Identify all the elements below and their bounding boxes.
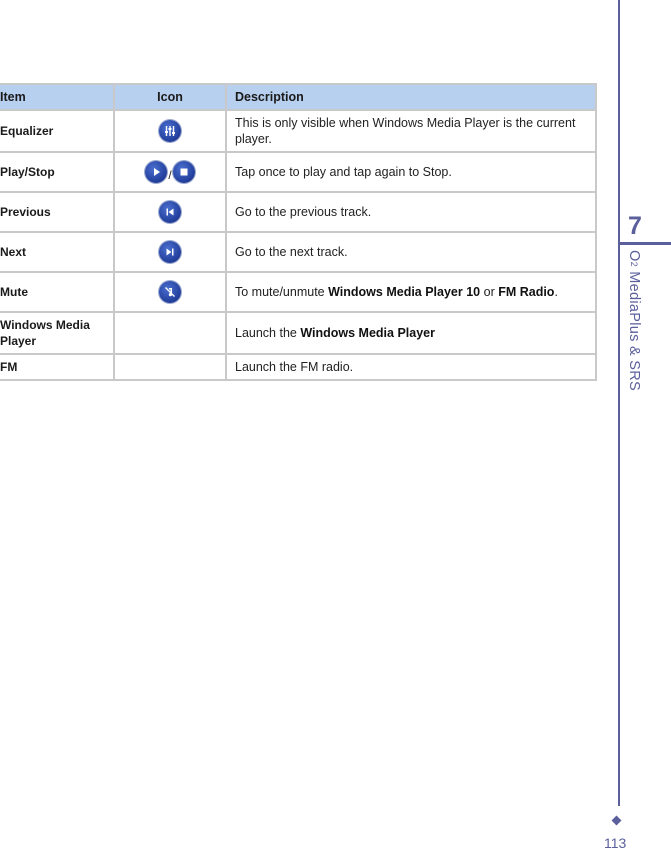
icon-separator: / xyxy=(168,168,172,183)
desc-play-stop: Tap once to play and tap again to Stop. xyxy=(226,152,596,192)
chapter-side-rule xyxy=(618,0,620,806)
chapter-number: 7 xyxy=(628,212,642,240)
mute-icon xyxy=(159,281,181,303)
desc-previous: Go to the previous track. xyxy=(226,192,596,232)
desc-fm: Launch the FM radio. xyxy=(226,354,596,380)
equalizer-icon xyxy=(159,120,181,142)
desc-mute: To mute/unmute Windows Media Player 10 or FM Radio. xyxy=(226,272,596,312)
item-equalizer: Equalizer xyxy=(0,110,114,152)
table-row xyxy=(0,354,596,380)
table-header-row xyxy=(0,84,596,110)
previous-track-icon xyxy=(159,201,181,223)
next-track-icon xyxy=(159,241,181,263)
item-mute: Mute xyxy=(0,272,114,312)
desc-next: Go to the next track. xyxy=(226,232,596,272)
item-next: Next xyxy=(0,232,114,272)
icon-cell-empty xyxy=(114,354,226,380)
header-icon: Icon xyxy=(114,84,226,110)
icon-cell-empty xyxy=(114,312,226,354)
table-row xyxy=(0,152,596,192)
diamond-marker xyxy=(612,816,622,826)
table-row xyxy=(0,192,596,232)
item-play-stop: Play/Stop xyxy=(0,152,114,192)
header-description: Description xyxy=(226,84,596,110)
table-row xyxy=(0,272,596,312)
play-icon xyxy=(145,161,167,183)
feature-table xyxy=(0,83,597,381)
item-windows-media-player: Windows Media Player xyxy=(0,312,114,354)
desc-windows-media-player: Launch the Windows Media Player xyxy=(226,312,596,354)
table-row xyxy=(0,110,596,152)
header-item: Item xyxy=(0,84,114,110)
desc-equalizer: This is only visible when Windows Media Player is the current player. xyxy=(226,110,596,152)
stop-icon xyxy=(173,161,195,183)
table-row xyxy=(0,312,596,354)
table-row xyxy=(0,232,596,272)
item-previous: Previous xyxy=(0,192,114,232)
chapter-title: O2 MediaPlus & SRS xyxy=(626,250,642,391)
chapter-underline xyxy=(619,242,671,245)
page-number: 113 xyxy=(604,835,627,851)
item-fm: FM xyxy=(0,354,114,380)
